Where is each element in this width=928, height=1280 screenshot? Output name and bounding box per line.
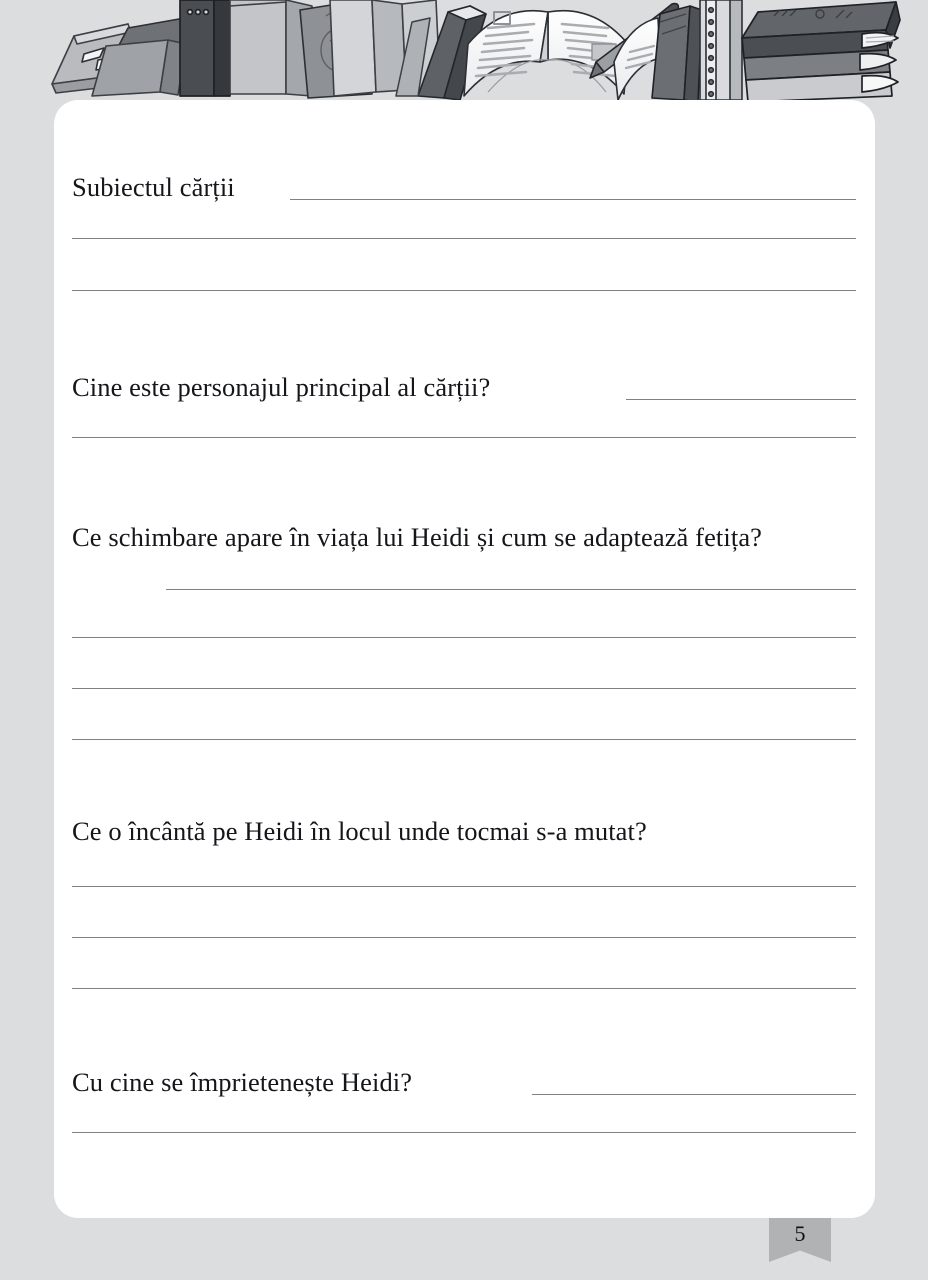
answer-rule-q4-1[interactable] [72, 886, 856, 887]
page-number-ribbon [769, 1218, 831, 1262]
answer-rule-inline-q1[interactable] [290, 199, 856, 200]
answer-rule-q1-1[interactable] [72, 238, 856, 239]
answer-rule-q4-3[interactable] [72, 988, 856, 989]
books-illustration-svg [0, 0, 928, 104]
answer-rule-q2-1[interactable] [72, 437, 856, 438]
answer-rule-q3-3[interactable] [72, 739, 856, 740]
answer-rule-q1-2[interactable] [72, 290, 856, 291]
question-label-schimbare-viata-heidi: Ce schimbare apare în viața lui Heidi și cum se adaptează fetița? [72, 522, 763, 552]
answer-rule-inline-q2[interactable] [626, 399, 856, 400]
question-label-ce-o-incanta-pe-heidi: Ce o încântă pe Heidi în locul unde tocmai s-a mutat? [72, 816, 647, 846]
answer-rule-q3-1[interactable] [72, 637, 856, 638]
answer-rule-inline-q5[interactable] [532, 1094, 856, 1095]
answer-rule-inline-q3[interactable] [166, 589, 856, 590]
worksheet-card [54, 100, 875, 1218]
answer-rule-q5-1[interactable] [72, 1132, 856, 1133]
answer-rule-q4-2[interactable] [72, 937, 856, 938]
question-label-cu-cine-se-imprieteneste: Cu cine se împrietenește Heidi? [72, 1067, 413, 1097]
page-number: 5 [794, 1221, 806, 1246]
question-label-subiectul-cartii: Subiectul cărții [72, 172, 235, 202]
answer-rule-q3-2[interactable] [72, 688, 856, 689]
header-illustration [0, 0, 928, 104]
question-label-personaj-principal: Cine este personajul principal al cărții? [72, 372, 491, 402]
